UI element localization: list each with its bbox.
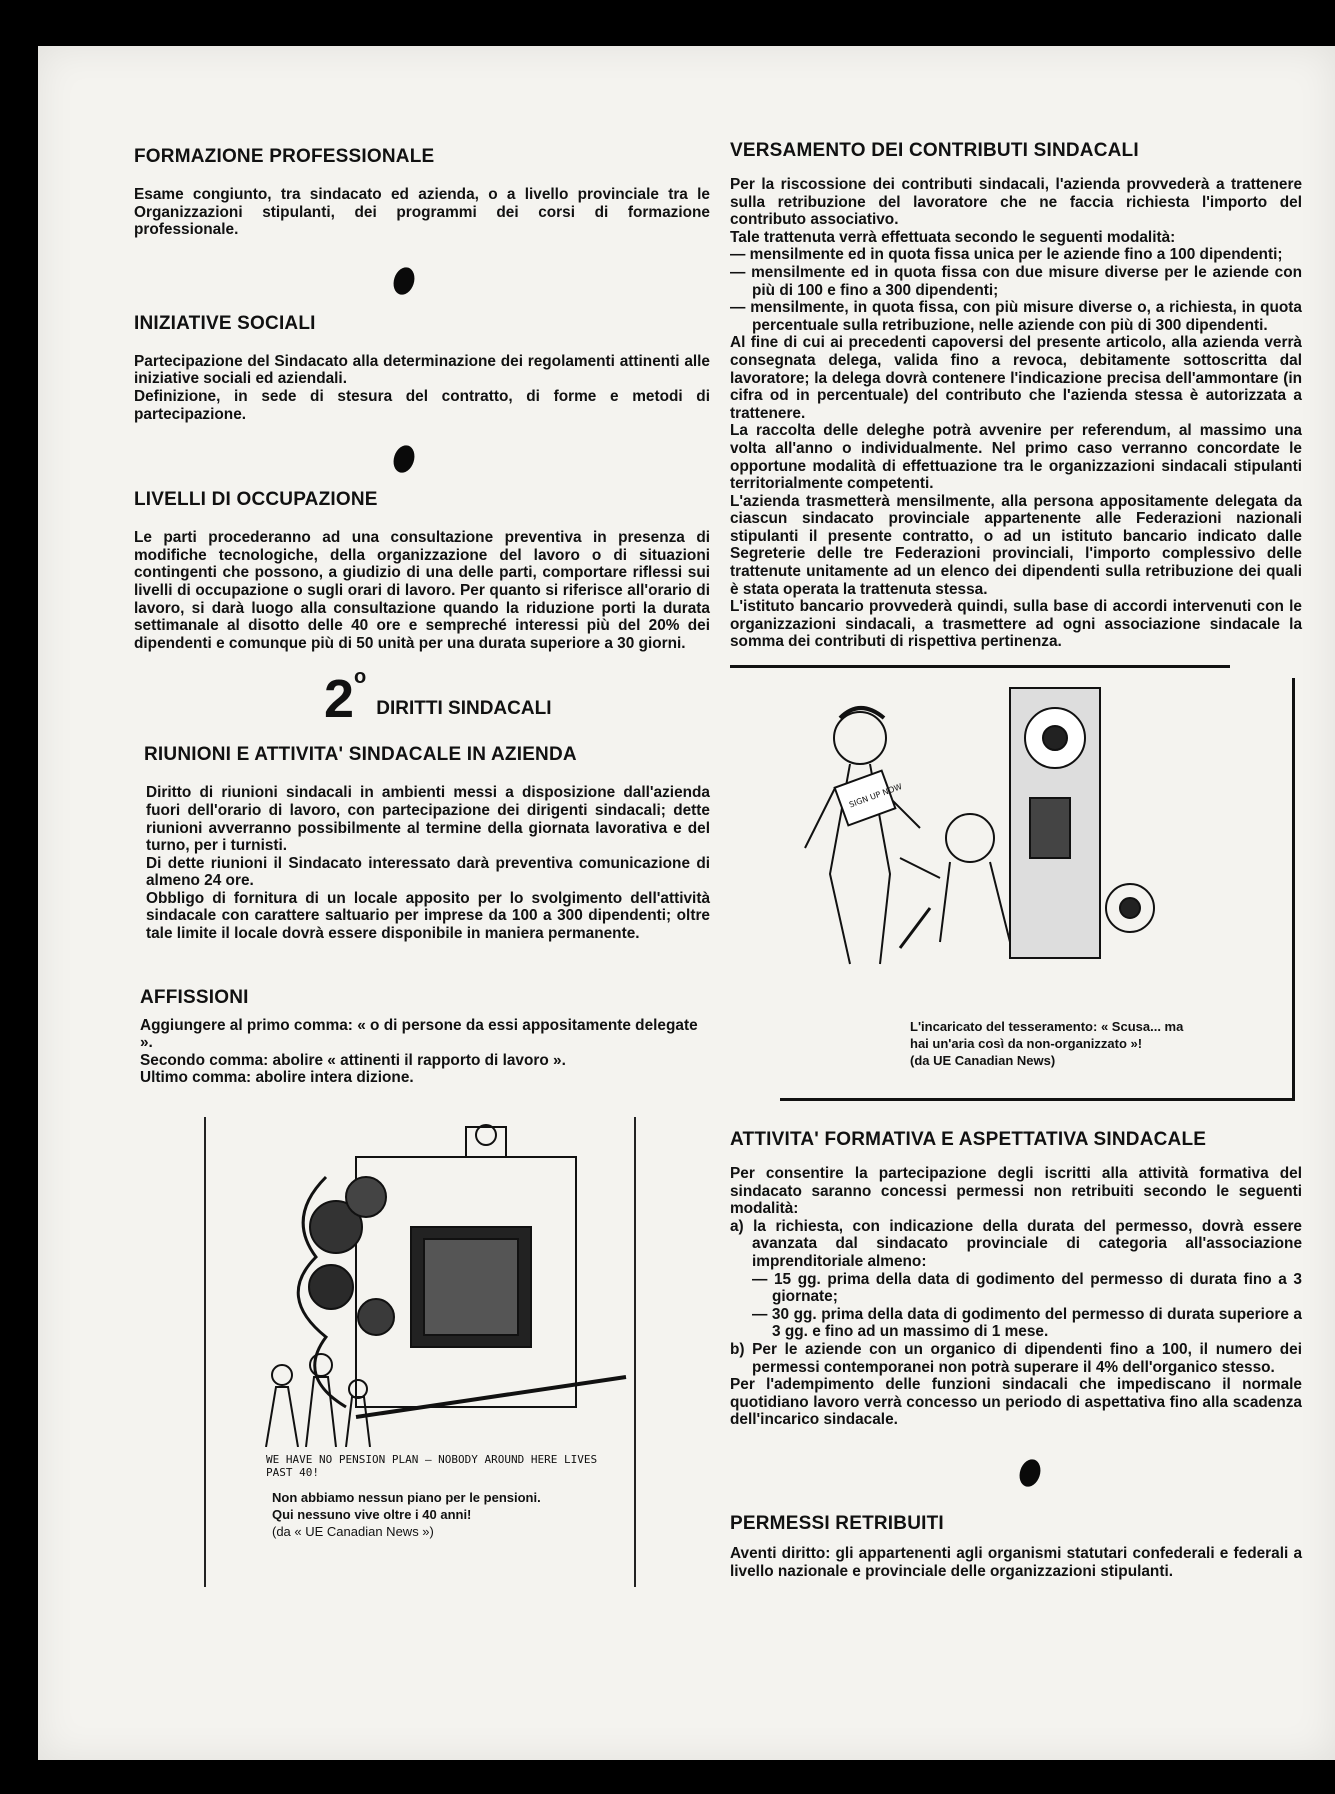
list-item: — mensilmente, in quota fissa, con più misure diverse o, a richiesta, in quota percentuale sulla retribuzione, nelle aziende con più di 300 dipendenti. xyxy=(730,299,1302,334)
list-item: — mensilmente ed in quota fissa unica per le aziende fino a 100 dipendenti; xyxy=(730,246,1283,264)
list-item: — mensilmente ed in quota fissa con due misure diverse per le aziende con più di 100 e fino a 300 dipendenti; xyxy=(730,263,1302,299)
paragraph: La raccolta delle deleghe potrà avvenire per referendum, al massimo una volta all'anno o individualmente. Nel primo caso verranno concordate le opportune modalità di effettuazione tra le organizzazioni sindacali stipulanti territorialmente competenti. xyxy=(730,422,1302,493)
paragraph: Le parti procederanno ad una consultazione preventiva in presenza di modifiche tecnologiche, della organizzazione del lavoro o di situazioni contingenti che possono, a giudizio di una delle parti, comportare riflessi sui livelli di occupazione o sugli orari di lavoro. Per quanto si riferisce all'orario di lavoro, si darà luogo alla consultazione quando la riduzione porti la durata settimanale al disotto delle 40 ore e sempreché interessi più del 20% dei dipendenti e comunque più di 50 unità per una durata superiore a 30 giorni. xyxy=(134,529,710,652)
section-affissioni xyxy=(140,987,710,1087)
paragraph: Aventi diritto: gli appartenenti agli organismi statutari confederali e federali a livello nazionale e provinciale delle organizzazioni stipulanti. xyxy=(730,1544,1302,1580)
paragraph: Definizione, in sede di stesura del contratto, di forme e metodi di partecipazione. xyxy=(134,387,710,423)
list-item-a: a) la richiesta, con indicazione della durata del permesso, dovrà essere avanzata dal sindacato provinciale di categoria all'associazione imprenditoriale almeno: xyxy=(730,1217,1302,1270)
paragraph: L'azienda trasmetterà mensilmente, alla persona appositamente delegata da ciascun sindacato provinciale appartenente alle Federazioni nazionali stipulanti il presente contratto, o ad un istituto bancario indicato dalle Segreterie delle tre Federazioni provinciali, l'importo complessivo delle trattenute unitamente ad un elenco dei dipendenti sulla retribuzione dei quali è stata operata la trattenuta stessa. xyxy=(730,492,1302,598)
section-title: AFFISSIONI xyxy=(140,986,249,1008)
section-title: RIUNIONI E ATTIVITA' SINDACALE IN AZIENDA xyxy=(144,744,577,766)
divider-rule xyxy=(730,665,1230,668)
bullet-dot-icon xyxy=(390,264,418,297)
section-title: VERSAMENTO DEI CONTRIBUTI SINDACALI xyxy=(730,140,1139,161)
cartoon-caption: Qui nessuno vive oltre i 40 anni! xyxy=(272,1507,472,1523)
list-item-b: b) Per le aziende con un organico di dipendenti fino a 100, il numero dei permessi contemporanei non potrà superare il 4% dell'organico stesso. xyxy=(730,1340,1302,1376)
section-iniziative xyxy=(134,313,710,423)
bullet-dot-icon xyxy=(1016,1457,1044,1490)
cartoon-source: (da UE Canadian News) xyxy=(910,1053,1056,1069)
paragraph: Diritto di riunioni sindacali in ambienti messi a disposizione dall'azienda fuori dell'orario di lavoro, con partecipazione dei dirigenti sindacali; dette riunioni avverranno possibilmente al termine della giornata lavorativa e del turno, per i turnisti. xyxy=(146,784,710,855)
section-title: INIZIATIVE SOCIALI xyxy=(134,312,316,334)
cartoon-caption-text: « Scusa... ma hai un'aria così da non-organizzato »! xyxy=(910,1019,1184,1052)
section-formazione xyxy=(134,146,710,239)
list-item: — 15 gg. prima della data di godimento del permesso di durata fino a 3 giornate; xyxy=(752,1270,1302,1306)
paragraph: Al fine di cui ai precedenti capoversi del presente articolo, alla azienda verrà consegnata delega, valida fino a revoca, debitamente sottoscritta dal lavoratore; la delega dovrà contenere l'indicazione precisa dell'ammontare (in cifra od in percentuale) del contributo che l'azienda stessa è autorizzata a trattenere. xyxy=(730,334,1302,422)
section-livelli xyxy=(134,489,710,652)
cartoon-source: (da « UE Canadian News ») xyxy=(272,1524,434,1540)
cartoon-sign-text: SIGN UP NOW xyxy=(847,782,904,810)
contribution-modes-list xyxy=(730,246,1302,334)
right-column xyxy=(730,140,1302,1580)
cartoon-caption-lead: L'incaricato del tesseramento: xyxy=(910,1019,1098,1035)
cartoon-factory-illustration xyxy=(206,1117,634,1447)
request-modes-list xyxy=(730,1218,1302,1271)
list-item: — 30 gg. prima della data di godimento del permesso di durata superiore a 3 gg. e fino ad un massimo di 1 mese. xyxy=(752,1305,1302,1341)
paragraph: Per l'adempimento delle funzioni sindacali che impediscano il normale quotidiano lavoro verrà concesso un periodo di aspettativa fino alla scadenza dell'incarico sindacale. xyxy=(730,1376,1302,1429)
section-attivita xyxy=(730,1129,1302,1429)
section-title: PERMESSI RETRIBUITI xyxy=(730,1512,944,1534)
section-riunioni xyxy=(134,744,710,942)
left-column xyxy=(134,146,710,1587)
paragraph: Aggiungere al primo comma: « o di persone da essi appositamente delegate ». xyxy=(140,1016,698,1052)
chapter-number: 2$^o$ xyxy=(324,666,367,730)
request-deadlines-list xyxy=(730,1271,1302,1341)
chapter-title: DIRITTI SINDACALI xyxy=(376,698,552,720)
paragraph: Esame congiunto, tra sindacato ed azienda, o a livello provinciale tra le Organizzazioni stipulanti, dei programmi dei corsi di formazione professionale. xyxy=(134,186,710,239)
section-title: ATTIVITA' FORMATIVA E ASPETTATIVA SINDACALE xyxy=(730,1129,1207,1151)
section-permessi xyxy=(730,1513,1302,1580)
bullet-dot-icon xyxy=(390,443,418,476)
cartoon-recruiter xyxy=(780,678,1295,1101)
paragraph: Partecipazione del Sindacato alla determinazione dei regolamenti attinenti alle iniziative sociali ed aziendali. xyxy=(134,352,710,388)
cartoon-handwritten-line: WE HAVE NO PENSION PLAN — NOBODY AROUND HERE LIVES PAST 40! xyxy=(266,1453,598,1480)
request-modes-list-b xyxy=(730,1341,1302,1376)
cartoon-caption: Non abbiamo nessun piano per le pensioni. xyxy=(272,1490,541,1506)
paragraph: Di dette riunioni il Sindacato interessato darà preventiva comunicazione di almeno 24 ore. xyxy=(146,854,710,890)
paragraph: Per consentire la partecipazione degli iscritti alla attività formativa del sindacato saranno concessi permessi non retribuiti secondo le seguenti modalità: xyxy=(730,1165,1302,1218)
paragraph: Tale trattenuta verrà effettuata secondo le seguenti modalità: xyxy=(730,228,1176,246)
cartoon-worker-illustration xyxy=(780,678,1280,968)
paragraph: L'istituto bancario provvederà quindi, sulla base di accordi intervenuti con le organizzazioni sindacali, a trasmettere ad ogni associazione sindacale la somma dei contributi di rispettiva pertinenza. xyxy=(730,598,1302,651)
section-title: LIVELLI DI OCCUPAZIONE xyxy=(134,489,378,511)
section-versamento xyxy=(730,140,1302,651)
paragraph: Per la riscossione dei contributi sindacali, l'azienda provvederà a trattenere sulla retribuzione del lavoratore che ne faccia richiesta l'importo del contributo associativo. xyxy=(730,176,1302,229)
paragraph: Secondo comma: abolire « attinenti il rapporto di lavoro ». xyxy=(140,1051,566,1069)
cartoon-caption xyxy=(910,1018,1200,1052)
paragraph: Ultimo comma: abolire intera dizione. xyxy=(140,1069,414,1087)
section-title: FORMAZIONE PROFESSIONALE xyxy=(134,146,435,167)
chapter-heading xyxy=(324,666,710,730)
cartoon-pension xyxy=(204,1117,636,1587)
paragraph: Obbligo di fornitura di un locale apposito per lo svolgimento dell'attività sindacale con carattere saltuario per imprese da 100 a 300 dipendenti; oltre tale limite il locale dovrà essere disponibile in maniera permanente. xyxy=(146,889,710,943)
